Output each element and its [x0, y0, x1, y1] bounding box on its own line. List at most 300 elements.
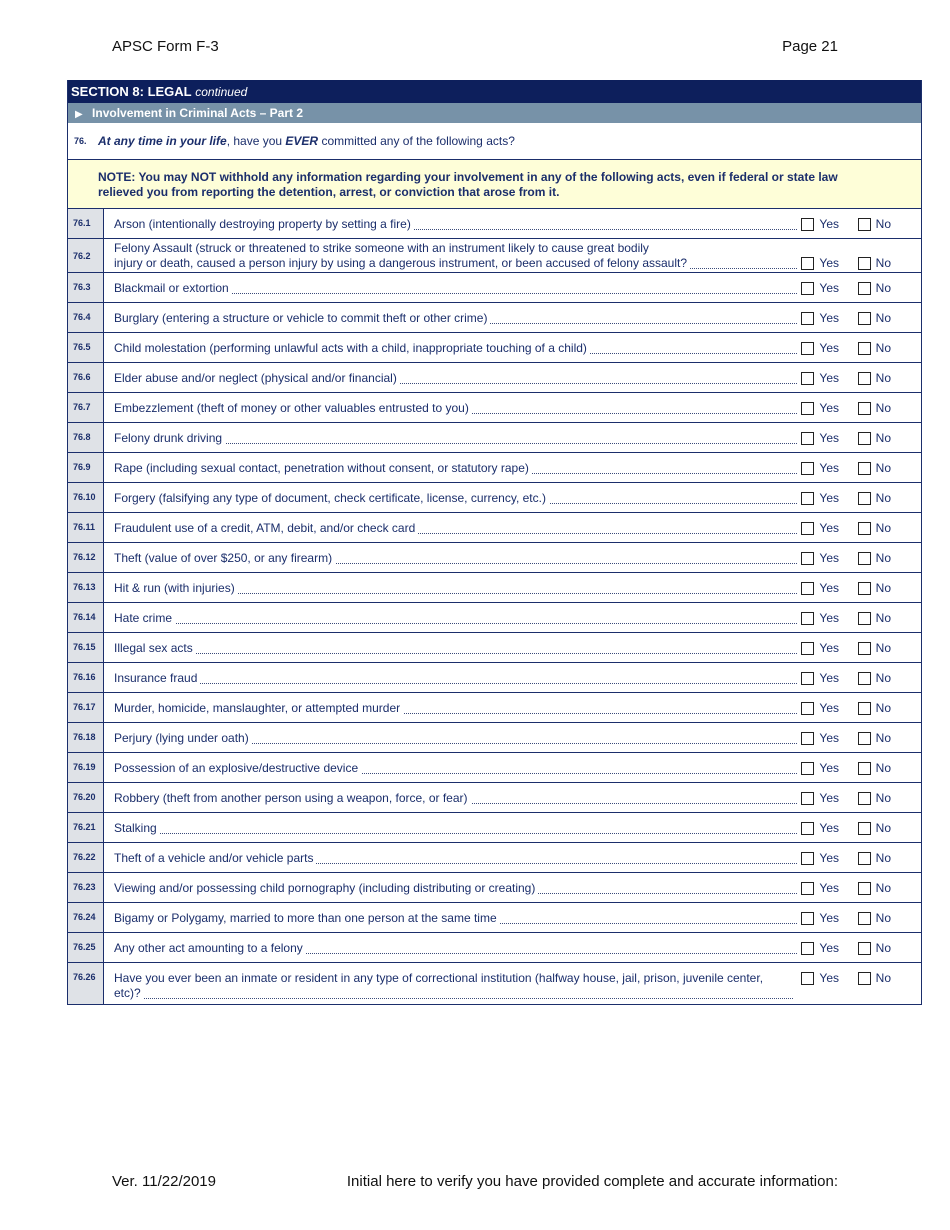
item-label: Felony Assault (struck or threatened to strike someone with an instrument likely to cause great bodily [114, 241, 649, 255]
table-row [68, 663, 921, 693]
item-number: 76.4 [68, 303, 104, 332]
yes-checkbox[interactable] [801, 822, 814, 835]
table-row [68, 783, 921, 813]
yes-label: Yes [819, 641, 839, 655]
item-cell [104, 903, 921, 932]
item-cell [104, 303, 921, 332]
item-text [114, 731, 797, 747]
yes-option[interactable] [801, 551, 839, 565]
no-label: No [875, 971, 891, 985]
initial-prompt: Initial here to verify you have provided complete and accurate information: [346, 1173, 838, 1190]
item-cell [104, 423, 921, 452]
item-cell [104, 783, 921, 812]
no-checkbox[interactable] [858, 522, 871, 535]
item-text [114, 371, 797, 387]
subsection-title: Involvement in Criminal Acts – Part 2 [92, 106, 304, 120]
item-cell [104, 753, 921, 782]
no-checkbox[interactable] [858, 972, 871, 985]
item-label: Theft of a vehicle and/or vehicle parts [114, 851, 316, 865]
item-label: Blackmail or extortion [114, 281, 232, 295]
item-number: 76.6 [68, 363, 104, 392]
yes-checkbox[interactable] [801, 402, 814, 415]
item-label: Illegal sex acts [114, 641, 196, 655]
yes-option[interactable] [801, 731, 839, 745]
no-checkbox[interactable] [858, 852, 871, 865]
section-continued: continued [195, 85, 248, 99]
item-label: Any other act amounting to a felony [114, 941, 306, 955]
item-text [114, 641, 797, 657]
yes-checkbox[interactable] [801, 942, 814, 955]
item-text [114, 551, 797, 567]
item-number: 76.1 [68, 209, 104, 238]
yes-label: Yes [819, 281, 839, 295]
item-number: 76.19 [68, 753, 104, 782]
dot-leader [114, 998, 793, 999]
item-cell [104, 453, 921, 482]
item-cell [104, 573, 921, 602]
no-label: No [875, 941, 891, 955]
item-number: 76.15 [68, 633, 104, 662]
yes-label: Yes [819, 731, 839, 745]
no-option[interactable] [858, 256, 891, 270]
question-number: 76. [74, 136, 87, 146]
yes-label: Yes [819, 341, 839, 355]
no-label: No [875, 521, 891, 535]
yes-label: Yes [819, 491, 839, 505]
no-checkbox[interactable] [858, 582, 871, 595]
table-row [68, 873, 921, 903]
item-label: Possession of an explosive/destructive device [114, 761, 361, 775]
no-option[interactable] [858, 581, 891, 595]
no-checkbox[interactable] [858, 882, 871, 895]
dot-leader [114, 623, 797, 624]
item-number: 76.25 [68, 933, 104, 962]
no-option[interactable] [858, 371, 891, 385]
item-number: 76.24 [68, 903, 104, 932]
question-mid: , have you [226, 134, 286, 148]
table-row [68, 963, 921, 1005]
item-number: 76.18 [68, 723, 104, 752]
question-76 [68, 123, 921, 160]
item-text [114, 971, 793, 1003]
yes-label: Yes [819, 821, 839, 835]
no-option[interactable] [858, 851, 891, 865]
table-row [68, 723, 921, 753]
item-text [114, 611, 797, 627]
item-number: 76.10 [68, 483, 104, 512]
no-label: No [875, 641, 891, 655]
yes-checkbox[interactable] [801, 612, 814, 625]
no-label: No [875, 217, 891, 231]
yes-label: Yes [819, 881, 839, 895]
no-checkbox[interactable] [858, 462, 871, 475]
item-label: Forgery (falsifying any type of document, check certificate, license, currency, etc.) [114, 491, 549, 505]
table-row [68, 933, 921, 963]
no-option[interactable] [858, 971, 891, 985]
yes-label: Yes [819, 461, 839, 475]
no-checkbox[interactable] [858, 312, 871, 325]
yes-option[interactable] [801, 311, 839, 325]
no-label: No [875, 371, 891, 385]
item-label: Child molestation (performing unlawful acts with a child, inappropriate touching of a child) [114, 341, 590, 355]
no-label: No [875, 671, 891, 685]
yes-label: Yes [819, 851, 839, 865]
yes-label: Yes [819, 671, 839, 685]
item-text [114, 491, 797, 507]
yes-checkbox[interactable] [801, 582, 814, 595]
no-option[interactable] [858, 461, 891, 475]
item-cell [104, 333, 921, 362]
item-cell [104, 693, 921, 722]
no-checkbox[interactable] [858, 342, 871, 355]
yes-option[interactable] [801, 341, 839, 355]
item-number: 76.26 [68, 963, 104, 1004]
no-checkbox[interactable] [858, 702, 871, 715]
table-row [68, 693, 921, 723]
no-option[interactable] [858, 821, 891, 835]
form-name: APSC Form F-3 [112, 38, 219, 55]
table-row [68, 453, 921, 483]
item-text [114, 341, 797, 357]
item-number: 76.8 [68, 423, 104, 452]
yes-option[interactable] [801, 431, 839, 445]
table-row [68, 513, 921, 543]
item-cell [104, 543, 921, 572]
no-checkbox[interactable] [858, 492, 871, 505]
no-label: No [875, 491, 891, 505]
table-row [68, 363, 921, 393]
yes-option[interactable] [801, 256, 839, 270]
table-row [68, 543, 921, 573]
yes-checkbox[interactable] [801, 672, 814, 685]
item-cell [104, 393, 921, 422]
no-checkbox[interactable] [858, 372, 871, 385]
yes-option[interactable] [801, 611, 839, 625]
no-label: No [875, 701, 891, 715]
item-number: 76.23 [68, 873, 104, 902]
item-text [114, 281, 797, 297]
item-cell [104, 513, 921, 542]
no-label: No [875, 461, 891, 475]
item-number: 76.22 [68, 843, 104, 872]
item-text [114, 701, 797, 717]
no-option[interactable] [858, 551, 891, 565]
no-checkbox[interactable] [858, 218, 871, 231]
no-label: No [875, 551, 891, 565]
yes-option[interactable] [801, 671, 839, 685]
yes-checkbox[interactable] [801, 702, 814, 715]
yes-checkbox[interactable] [801, 882, 814, 895]
yes-label: Yes [819, 521, 839, 535]
dot-leader [114, 653, 797, 654]
no-option[interactable] [858, 881, 891, 895]
yes-label: Yes [819, 581, 839, 595]
question-emphasis-2: EVER [285, 134, 319, 148]
no-label: No [875, 581, 891, 595]
item-label: Perjury (lying under oath) [114, 731, 252, 745]
item-cell [104, 813, 921, 842]
yes-option[interactable] [801, 701, 839, 715]
item-text [114, 791, 797, 807]
table-row [68, 903, 921, 933]
item-number: 76.16 [68, 663, 104, 692]
yes-label: Yes [819, 761, 839, 775]
item-number: 76.7 [68, 393, 104, 422]
no-option[interactable] [858, 701, 891, 715]
item-text [114, 821, 797, 837]
item-number: 76.9 [68, 453, 104, 482]
no-checkbox[interactable] [858, 792, 871, 805]
item-text [114, 911, 797, 927]
yes-checkbox[interactable] [801, 218, 814, 231]
no-checkbox[interactable] [858, 762, 871, 775]
item-label: Felony drunk driving [114, 431, 225, 445]
yes-checkbox[interactable] [801, 432, 814, 445]
yes-option[interactable] [801, 461, 839, 475]
table-row [68, 603, 921, 633]
dot-leader [114, 683, 797, 684]
yes-checkbox[interactable] [801, 792, 814, 805]
item-label: Embezzlement (theft of money or other valuables entrusted to you) [114, 401, 472, 415]
table-row [68, 333, 921, 363]
no-label: No [875, 851, 891, 865]
items-list [68, 209, 921, 1005]
no-label: No [875, 911, 891, 925]
item-label: Bigamy or Polygamy, married to more than one person at the same time [114, 911, 500, 925]
item-label: Murder, homicide, manslaughter, or attempted murder [114, 701, 403, 715]
table-row [68, 273, 921, 303]
no-option[interactable] [858, 641, 891, 655]
item-cell [104, 963, 921, 1004]
yes-checkbox[interactable] [801, 912, 814, 925]
yes-checkbox[interactable] [801, 642, 814, 655]
yes-checkbox[interactable] [801, 732, 814, 745]
no-option[interactable] [858, 491, 891, 505]
yes-checkbox[interactable] [801, 462, 814, 475]
item-text [114, 671, 797, 687]
yes-option[interactable] [801, 371, 839, 385]
item-number: 76.17 [68, 693, 104, 722]
no-label: No [875, 281, 891, 295]
table-row [68, 843, 921, 873]
item-label: Fraudulent use of a credit, ATM, debit, and/or check card [114, 521, 418, 535]
yes-option[interactable] [801, 641, 839, 655]
item-number: 76.21 [68, 813, 104, 842]
yes-label: Yes [819, 311, 839, 325]
no-checkbox[interactable] [858, 432, 871, 445]
yes-checkbox[interactable] [801, 972, 814, 985]
item-label-line2-wrap [114, 256, 797, 272]
no-label: No [875, 881, 891, 895]
item-number: 76.12 [68, 543, 104, 572]
item-cell [104, 239, 921, 272]
no-label: No [875, 431, 891, 445]
triangle-right-icon: ▶ [75, 109, 83, 120]
item-label-line2: etc)? [114, 986, 144, 1000]
item-text [114, 581, 797, 597]
yes-checkbox[interactable] [801, 492, 814, 505]
yes-checkbox[interactable] [801, 852, 814, 865]
item-cell [104, 273, 921, 302]
item-label: Burglary (entering a structure or vehicle to commit theft or other crime) [114, 311, 490, 325]
yes-option[interactable] [801, 521, 839, 535]
yes-label: Yes [819, 941, 839, 955]
no-checkbox[interactable] [858, 552, 871, 565]
no-checkbox[interactable] [858, 612, 871, 625]
item-label: Viewing and/or possessing child pornography (including distributing or creating) [114, 881, 538, 895]
yes-option[interactable] [801, 941, 839, 955]
no-option[interactable] [858, 761, 891, 775]
no-label: No [875, 791, 891, 805]
yes-option[interactable] [801, 821, 839, 835]
no-checkbox[interactable] [858, 942, 871, 955]
yes-option[interactable] [801, 281, 839, 295]
no-option[interactable] [858, 521, 891, 535]
no-checkbox[interactable] [858, 912, 871, 925]
no-label: No [875, 311, 891, 325]
yes-option[interactable] [801, 491, 839, 505]
yes-checkbox[interactable] [801, 342, 814, 355]
item-cell [104, 483, 921, 512]
no-option[interactable] [858, 671, 891, 685]
item-label: Stalking [114, 821, 160, 835]
item-label: Robbery (theft from another person using a weapon, force, or fear) [114, 791, 471, 805]
no-option[interactable] [858, 731, 891, 745]
item-text [114, 311, 797, 327]
question-rest: committed any of the following acts? [318, 134, 515, 148]
yes-label: Yes [819, 911, 839, 925]
yes-option[interactable] [801, 881, 839, 895]
no-option[interactable] [858, 941, 891, 955]
table-row [68, 813, 921, 843]
item-label: Insurance fraud [114, 671, 200, 685]
yes-label: Yes [819, 701, 839, 715]
no-option[interactable] [858, 311, 891, 325]
subsection-bar [68, 103, 921, 123]
yes-label: Yes [819, 371, 839, 385]
no-checkbox[interactable] [858, 257, 871, 270]
no-label: No [875, 611, 891, 625]
yes-checkbox[interactable] [801, 312, 814, 325]
table-row [68, 239, 921, 273]
item-number: 76.3 [68, 273, 104, 302]
yes-option[interactable] [801, 911, 839, 925]
item-text [114, 761, 797, 777]
table-row [68, 423, 921, 453]
yes-option[interactable] [801, 851, 839, 865]
yes-checkbox[interactable] [801, 282, 814, 295]
item-number: 76.14 [68, 603, 104, 632]
yes-option[interactable] [801, 971, 839, 985]
yes-option[interactable] [801, 761, 839, 775]
yes-label: Yes [819, 401, 839, 415]
no-option[interactable] [858, 911, 891, 925]
table-row [68, 753, 921, 783]
no-checkbox[interactable] [858, 732, 871, 745]
version-label: Ver. 11/22/2019 [112, 1173, 216, 1190]
no-option[interactable] [858, 281, 891, 295]
item-label: Hit & run (with injuries) [114, 581, 238, 595]
item-number: 76.2 [68, 239, 104, 272]
item-number: 76.11 [68, 513, 104, 542]
no-checkbox[interactable] [858, 672, 871, 685]
no-checkbox[interactable] [858, 402, 871, 415]
table-row [68, 393, 921, 423]
item-number: 76.5 [68, 333, 104, 362]
yes-label: Yes [819, 431, 839, 445]
no-label: No [875, 401, 891, 415]
item-text [114, 401, 797, 417]
yes-label: Yes [819, 971, 839, 985]
no-option[interactable] [858, 341, 891, 355]
table-row [68, 573, 921, 603]
yes-label: Yes [819, 791, 839, 805]
item-cell [104, 663, 921, 692]
no-label: No [875, 761, 891, 775]
item-text [114, 241, 797, 273]
no-checkbox[interactable] [858, 822, 871, 835]
item-number: 76.20 [68, 783, 104, 812]
yes-checkbox[interactable] [801, 552, 814, 565]
no-checkbox[interactable] [858, 282, 871, 295]
section-title-bar [68, 80, 921, 103]
note-box: NOTE: You may NOT withhold any information regarding your involvement in any of the following acts, even if federal or state law relieved you from reporting the detention, arrest, or conviction that arose from it. [68, 160, 921, 209]
item-label-line2-wrap [114, 986, 793, 1002]
dot-leader [114, 833, 797, 834]
yes-option[interactable] [801, 581, 839, 595]
yes-checkbox[interactable] [801, 257, 814, 270]
item-cell [104, 723, 921, 752]
yes-checkbox[interactable] [801, 372, 814, 385]
no-option[interactable] [858, 401, 891, 415]
question-text [98, 134, 515, 148]
no-option[interactable] [858, 217, 891, 231]
page-number: Page 21 [782, 38, 838, 55]
legal-form [67, 80, 922, 1005]
item-number: 76.13 [68, 573, 104, 602]
item-cell [104, 363, 921, 392]
no-checkbox[interactable] [858, 642, 871, 655]
no-option[interactable] [858, 611, 891, 625]
item-label: Theft (value of over $250, or any firearm) [114, 551, 335, 565]
item-text [114, 461, 797, 477]
no-label: No [875, 821, 891, 835]
item-cell [104, 933, 921, 962]
yes-label: Yes [819, 551, 839, 565]
item-label: Have you ever been an inmate or resident in any type of correctional institution (halfway house, jail, prison, juvenile center, [114, 971, 764, 985]
item-label-line2: injury or death, caused a person injury by using a dangerous instrument, or been accused of felony assault? [114, 256, 690, 270]
no-option[interactable] [858, 431, 891, 445]
yes-label: Yes [819, 256, 839, 270]
no-option[interactable] [858, 791, 891, 805]
question-emphasis-1: At any time in your life [98, 134, 227, 148]
item-cell [104, 209, 921, 238]
yes-option[interactable] [801, 401, 839, 415]
table-row [68, 209, 921, 239]
yes-checkbox[interactable] [801, 762, 814, 775]
item-cell [104, 843, 921, 872]
item-text [114, 941, 797, 957]
item-label: Arson (intentionally destroying property by setting a fire) [114, 217, 414, 231]
item-label: Elder abuse and/or neglect (physical and/or financial) [114, 371, 400, 385]
yes-option[interactable] [801, 791, 839, 805]
no-label: No [875, 731, 891, 745]
yes-checkbox[interactable] [801, 522, 814, 535]
item-cell [104, 633, 921, 662]
item-cell [104, 873, 921, 902]
item-text [114, 881, 797, 897]
yes-option[interactable] [801, 217, 839, 231]
